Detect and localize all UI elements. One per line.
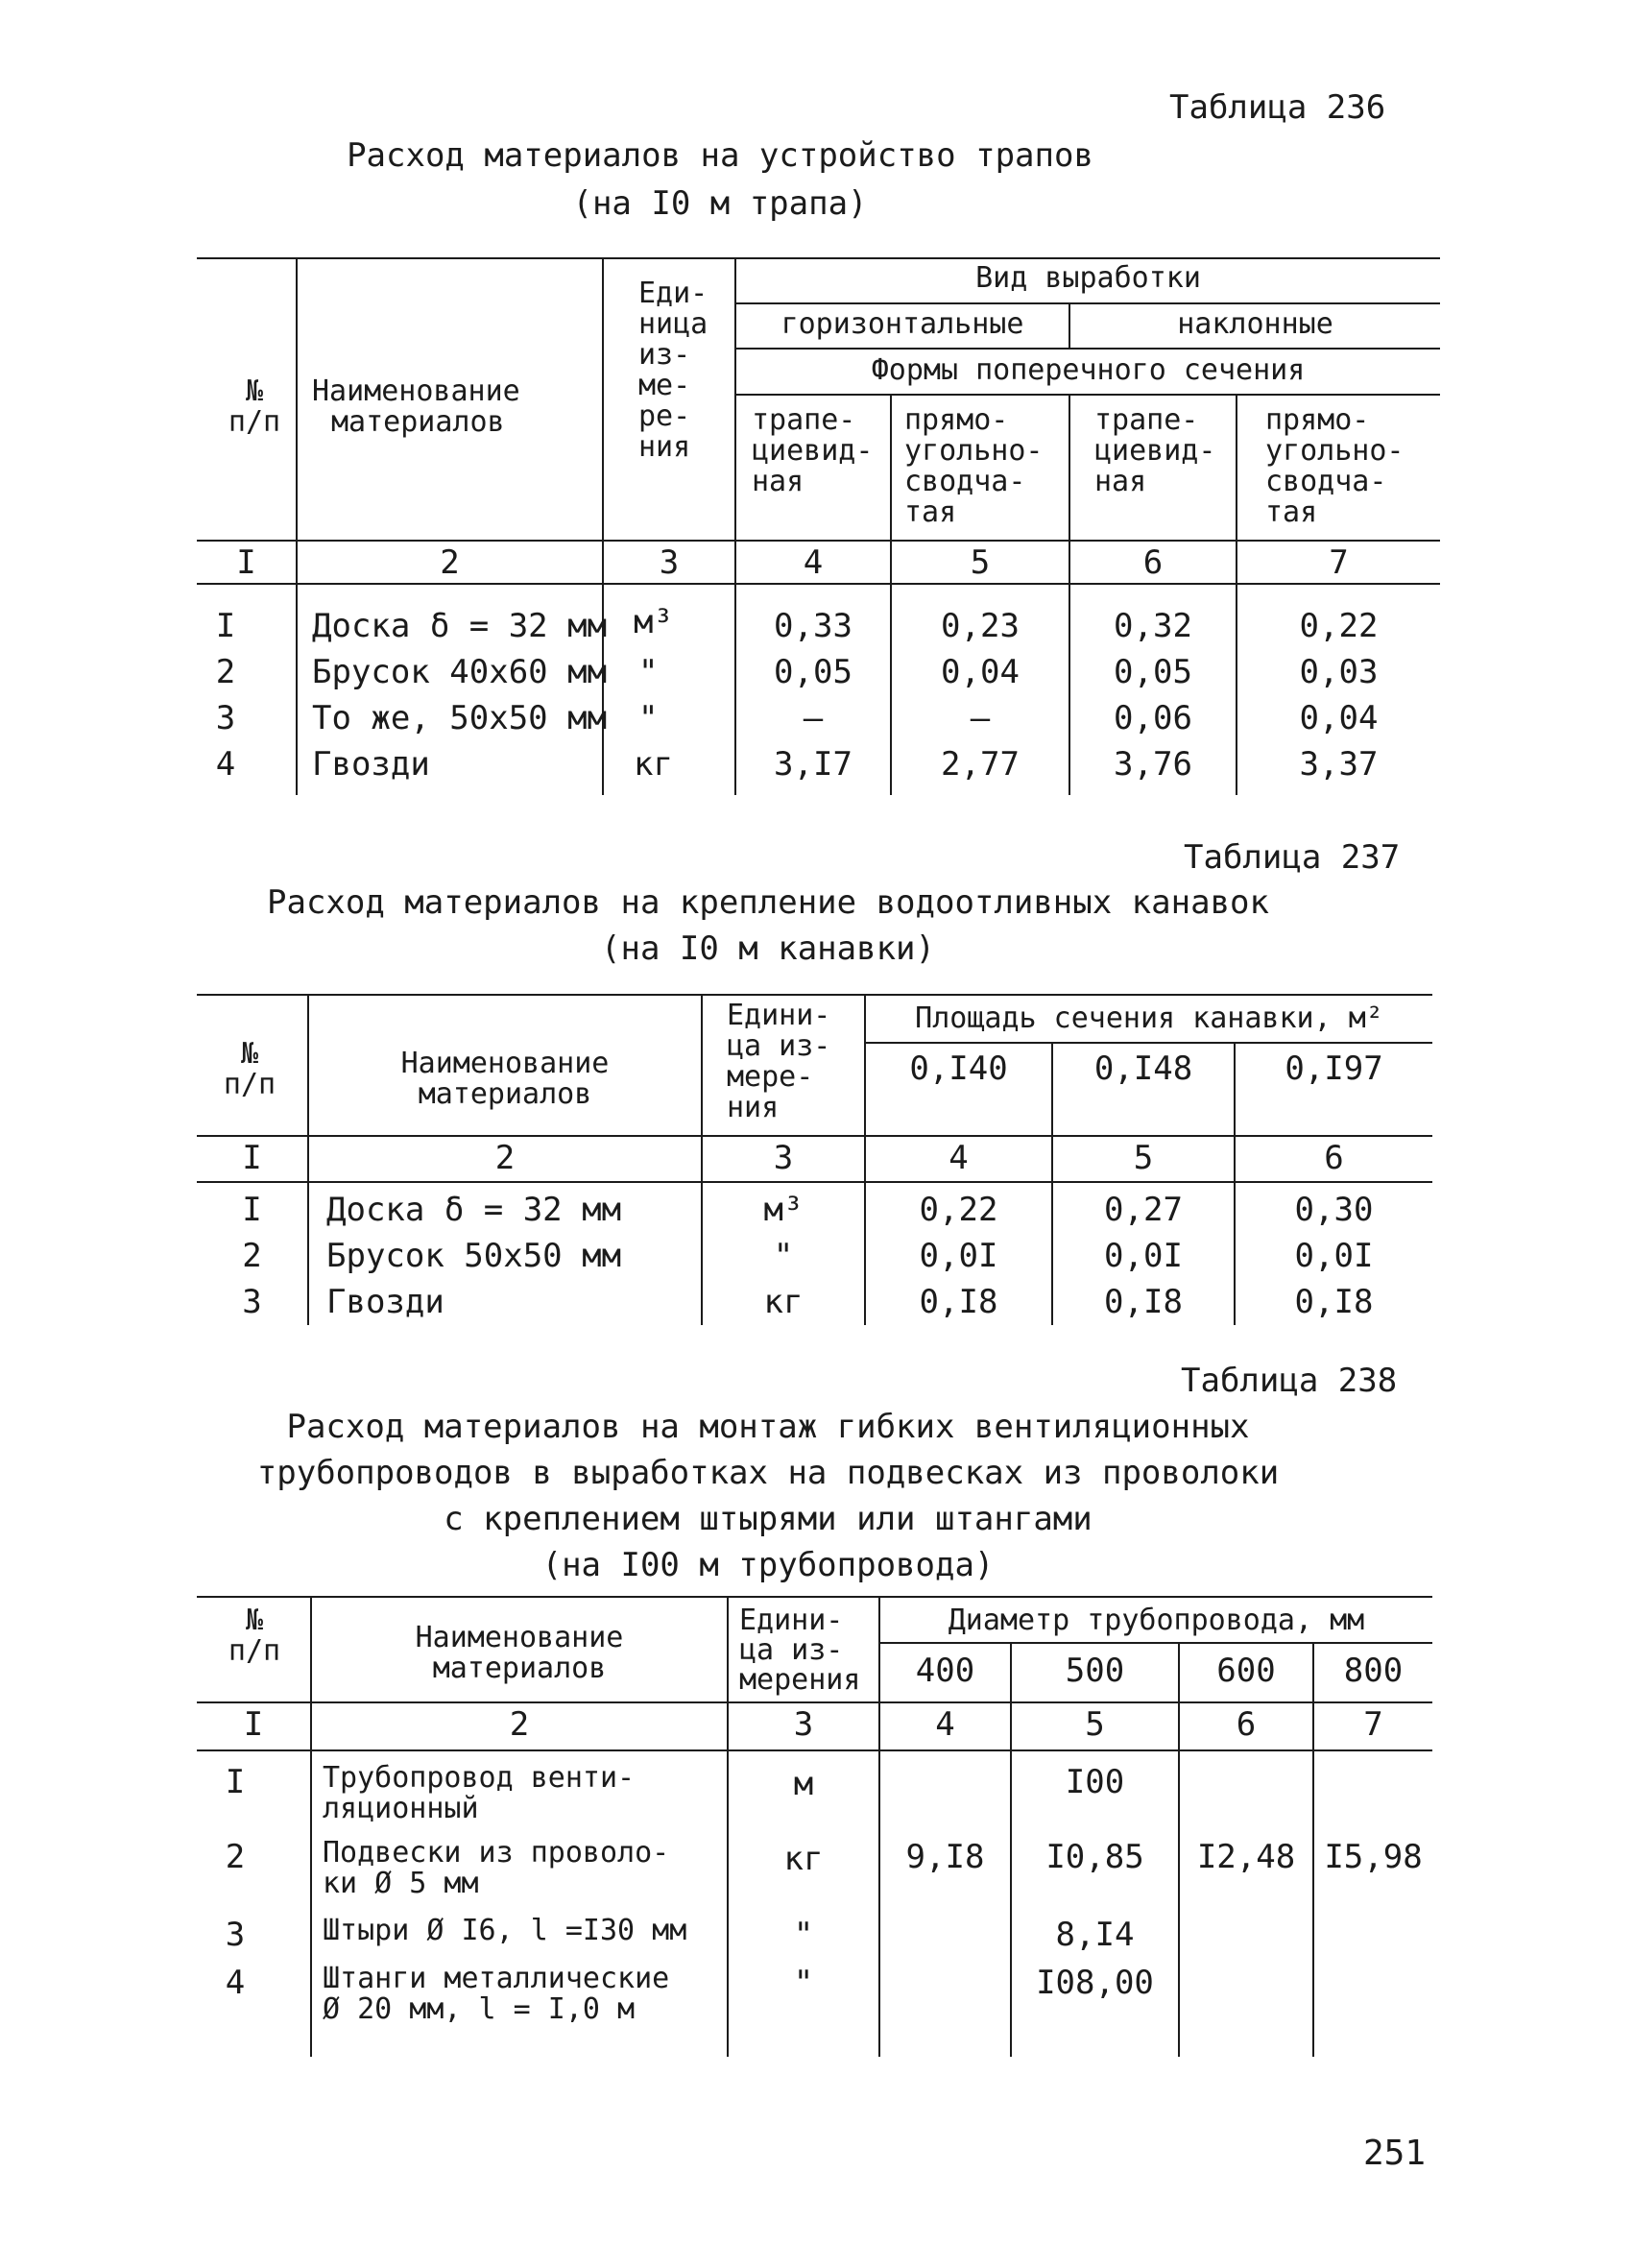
header-area: Площадь сечения канавки, м² xyxy=(915,1001,1383,1035)
row-value: – xyxy=(970,699,991,737)
row-value: 0,0I xyxy=(919,1237,998,1275)
row-value: 0,I8 xyxy=(919,1283,998,1321)
row-value: 0,0I xyxy=(1294,1237,1374,1275)
col-number: 6 xyxy=(1324,1139,1344,1177)
header-line: сводча- xyxy=(904,465,1026,498)
row-unit: " xyxy=(638,699,659,737)
row-value: 9,I8 xyxy=(905,1838,985,1876)
table-236-subtitle: (на I0 м трапа) xyxy=(572,184,868,223)
col-number: 7 xyxy=(1329,543,1349,582)
row-unit: м xyxy=(793,1765,814,1803)
header-diameter-value: 400 xyxy=(915,1652,975,1690)
row-name: Доска δ = 32 мм xyxy=(326,1191,622,1229)
col-number: I xyxy=(242,1139,262,1177)
row-unit: " xyxy=(793,1916,814,1954)
col-number: 3 xyxy=(793,1705,814,1744)
rule xyxy=(736,348,1440,350)
row-value: I2,48 xyxy=(1196,1838,1296,1876)
header-name-line: Наименование xyxy=(400,1047,610,1080)
row-name xyxy=(323,1916,686,1946)
row-name-line: Штанги металлические xyxy=(323,1962,670,1995)
rule xyxy=(736,394,1440,396)
row-value: 0,23 xyxy=(941,607,1020,645)
row-value: 8,I4 xyxy=(1055,1916,1135,1954)
row-name: Брусок 40x60 мм xyxy=(312,653,608,691)
header-section-forms: Формы поперечного сечения xyxy=(871,353,1306,387)
row-name-line: ляционный xyxy=(323,1792,479,1825)
row-value: 0,0I xyxy=(1104,1237,1183,1275)
header-unit-line: ца из- xyxy=(739,1633,844,1667)
header-name xyxy=(309,1049,701,1110)
header-area-value: 0,I97 xyxy=(1285,1050,1383,1088)
header-line: прямо- xyxy=(904,403,1009,437)
header-rect-2 xyxy=(1265,405,1405,528)
table-236-title: Расход материалов на устройство трапов xyxy=(347,136,1093,175)
table-238-title-line: трубопроводов в выработках на подвесках из проволоки xyxy=(256,1454,1280,1492)
row-no: 3 xyxy=(215,699,236,737)
rule xyxy=(736,302,1440,304)
header-line: трапе- xyxy=(752,403,856,437)
rule xyxy=(197,1135,1432,1137)
row-value: 0,05 xyxy=(774,653,853,691)
col-number: I xyxy=(236,543,256,582)
col-number: 5 xyxy=(970,543,991,582)
row-unit: м³ xyxy=(763,1191,804,1229)
row-name-line: ки Ø 5 мм xyxy=(323,1867,479,1900)
header-name xyxy=(312,1623,727,1684)
row-value: 0,32 xyxy=(1114,607,1192,645)
row-name-line: Штыри Ø I6, l =I30 мм xyxy=(323,1914,687,1947)
row-value: 3,37 xyxy=(1299,745,1379,784)
row-no: 2 xyxy=(215,653,236,691)
header-name-line: Наименование xyxy=(312,374,520,408)
table-238-subtitle: (на I00 м трубопровода) xyxy=(541,1546,995,1584)
table-236-label: Таблица 236 xyxy=(1169,88,1386,127)
rule xyxy=(197,1596,1432,1598)
row-no: I xyxy=(225,1763,246,1801)
row-value: 0,04 xyxy=(1299,699,1379,737)
row-value: 3,I7 xyxy=(774,745,853,784)
col-number: 4 xyxy=(935,1705,955,1744)
header-line: сводча- xyxy=(1265,465,1387,498)
header-name xyxy=(312,376,520,438)
header-line: ная xyxy=(752,465,804,498)
header-unit xyxy=(739,1605,860,1695)
rule xyxy=(197,1701,1432,1703)
header-name-line: материалов xyxy=(432,1652,607,1685)
row-no: 2 xyxy=(225,1838,246,1876)
row-name: То же, 50x50 мм xyxy=(312,699,608,737)
row-value: I00 xyxy=(1065,1763,1125,1801)
header-horizontal: горизонтальные xyxy=(780,307,1024,341)
row-unit: м³ xyxy=(634,603,673,641)
header-inclined: наклонные xyxy=(1177,307,1333,341)
row-no: I xyxy=(242,1191,262,1229)
row-value: 0,22 xyxy=(1299,607,1379,645)
header-unit-line: ния xyxy=(727,1091,780,1124)
header-diameter-value: 800 xyxy=(1343,1652,1404,1690)
row-name: Гвозди xyxy=(326,1283,444,1321)
header-area-value: 0,I40 xyxy=(909,1050,1008,1088)
header-name-line: Наименование xyxy=(415,1621,624,1654)
row-name: Гвозди xyxy=(312,745,430,784)
row-name xyxy=(323,1838,669,1899)
row-no: I xyxy=(215,607,236,645)
header-line: ная xyxy=(1094,465,1147,498)
col-number: 3 xyxy=(659,543,680,582)
header-line: тая xyxy=(904,495,957,529)
table-238-title-line: Расход материалов на монтаж гибких вентиляционных xyxy=(286,1408,1250,1446)
header-no-line: № xyxy=(240,1037,259,1071)
header-line: тая xyxy=(1265,495,1318,529)
row-value: 2,77 xyxy=(941,745,1020,784)
header-line: прямо- xyxy=(1265,403,1370,437)
header-unit-line: Едини- xyxy=(727,999,831,1032)
row-name xyxy=(323,1763,635,1824)
row-name-line: Подвески из проволо- xyxy=(323,1836,670,1870)
row-value: I08,00 xyxy=(1036,1964,1154,2002)
header-no-line: № xyxy=(245,1604,264,1637)
col-number: I xyxy=(243,1705,264,1744)
header-unit-line: ца из- xyxy=(727,1029,831,1063)
header-diameter: Диаметр трубопровода, мм xyxy=(948,1604,1365,1637)
header-rect-1 xyxy=(904,405,1044,528)
table-237-label: Таблица 237 xyxy=(1184,838,1401,877)
row-value: 3,76 xyxy=(1114,745,1192,784)
rule xyxy=(197,1749,1432,1751)
row-name: Брусок 50x50 мм xyxy=(326,1237,622,1275)
col-number: 2 xyxy=(509,1705,530,1744)
row-unit: " xyxy=(638,653,659,691)
row-value: 0,05 xyxy=(1114,653,1192,691)
header-trap-2 xyxy=(1094,405,1215,497)
row-value: – xyxy=(803,699,824,737)
header-trap-1 xyxy=(752,405,873,497)
header-name-line: материалов xyxy=(418,1077,592,1111)
header-unit xyxy=(638,278,708,463)
header-unit xyxy=(727,1001,830,1123)
header-line: угольно- xyxy=(904,434,1044,468)
header-line: трапе- xyxy=(1094,403,1199,437)
row-value: 0,30 xyxy=(1294,1191,1374,1229)
header-unit-line: ме- xyxy=(638,369,691,402)
row-value: 0,04 xyxy=(941,653,1020,691)
header-unit-line: мере- xyxy=(727,1060,814,1094)
header-unit-line: мерения xyxy=(739,1663,861,1697)
row-value: I0,85 xyxy=(1045,1838,1144,1876)
row-unit: кг xyxy=(634,745,673,784)
row-name xyxy=(323,1964,669,2025)
header-unit-line: Едини- xyxy=(739,1604,844,1637)
row-value: 0,03 xyxy=(1299,653,1379,691)
header-no-line: п/п xyxy=(223,1068,276,1101)
table-238-label: Таблица 238 xyxy=(1181,1362,1398,1400)
col-number: 6 xyxy=(1142,543,1164,582)
col-number: 3 xyxy=(773,1139,794,1177)
col-number: 2 xyxy=(440,543,460,582)
row-value: 0,06 xyxy=(1114,699,1192,737)
header-no-line: п/п xyxy=(228,405,281,439)
header-diameter-value: 600 xyxy=(1216,1652,1276,1690)
row-value: 0,33 xyxy=(774,607,853,645)
rule xyxy=(880,1642,1432,1644)
header-unit-line: ница xyxy=(638,307,708,341)
row-name-line: Ø 20 мм, l = I,0 м xyxy=(323,1992,636,2026)
row-no: 4 xyxy=(225,1964,246,2002)
row-name-line: Трубопровод венти- xyxy=(323,1761,636,1795)
col-number: 2 xyxy=(494,1139,516,1177)
col-number: 5 xyxy=(1085,1705,1105,1744)
row-no: 4 xyxy=(215,745,236,784)
header-line: угольно- xyxy=(1265,434,1405,468)
table-238-title-line: с креплением штырями или штангами xyxy=(444,1500,1093,1538)
rule xyxy=(197,994,1432,996)
col-number: 5 xyxy=(1133,1139,1154,1177)
row-unit: кг xyxy=(763,1283,804,1321)
row-unit: " xyxy=(773,1237,794,1275)
row-name: Доска δ = 32 мм xyxy=(312,607,608,645)
table-237-title: Расход материалов на крепление водоотливных канавок xyxy=(267,883,1269,922)
col-number: 6 xyxy=(1236,1705,1257,1744)
header-diameter-value: 500 xyxy=(1065,1652,1125,1690)
rule xyxy=(866,1042,1432,1044)
table-237-subtitle: (на I0 м канавки) xyxy=(601,929,935,968)
page-number: 251 xyxy=(1363,2134,1427,2173)
col-number: 7 xyxy=(1363,1705,1383,1744)
row-unit: кг xyxy=(783,1840,824,1878)
row-value: 0,I8 xyxy=(1104,1283,1183,1321)
header-area-value: 0,I48 xyxy=(1093,1050,1193,1088)
header-no xyxy=(216,1605,293,1667)
header-line: циевид- xyxy=(1094,434,1216,468)
header-no xyxy=(206,1039,293,1100)
header-no-line: п/п xyxy=(228,1634,281,1668)
row-no: 3 xyxy=(225,1916,246,1954)
rule xyxy=(197,540,1440,542)
rule xyxy=(197,583,1440,585)
row-value: 0,22 xyxy=(919,1191,998,1229)
header-no xyxy=(226,376,283,438)
row-value: 0,I8 xyxy=(1294,1283,1374,1321)
rule xyxy=(296,257,298,795)
row-value: I5,98 xyxy=(1324,1838,1423,1876)
header-unit-line: ния xyxy=(638,430,691,464)
header-line: циевид- xyxy=(752,434,874,468)
header-unit-line: ре- xyxy=(638,399,691,433)
row-unit: " xyxy=(793,1964,814,2002)
col-number: 4 xyxy=(949,1139,969,1177)
header-unit-line: из- xyxy=(638,338,691,372)
rule xyxy=(197,1181,1432,1183)
row-no: 3 xyxy=(242,1283,262,1321)
row-no: 2 xyxy=(242,1237,262,1275)
row-value: 0,27 xyxy=(1104,1191,1183,1229)
header-unit-line: Еди- xyxy=(638,277,708,310)
rule xyxy=(197,257,1440,259)
header-work-type: Вид выработки xyxy=(975,261,1201,295)
header-no-line: № xyxy=(245,374,264,408)
header-name-line: материалов xyxy=(331,405,505,439)
col-number: 4 xyxy=(803,543,824,582)
